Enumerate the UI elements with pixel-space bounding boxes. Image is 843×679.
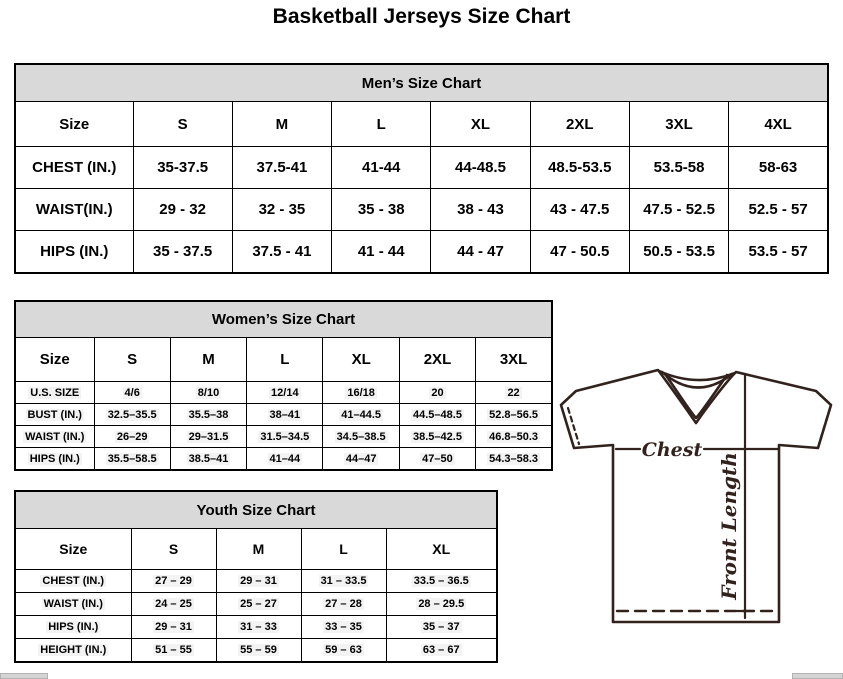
- size-value-text: 44.5–48.5: [413, 408, 462, 421]
- table-row: [15, 382, 552, 404]
- size-value-cell: [431, 147, 530, 189]
- size-value-text: 44–47: [345, 452, 377, 465]
- size-value-cell: [399, 382, 475, 404]
- size-value-cell: [476, 382, 552, 404]
- size-value-text: 53.5-58: [653, 159, 705, 176]
- table-row: [15, 593, 497, 616]
- size-value-text: 4/6: [124, 386, 140, 399]
- row-label: [15, 616, 131, 639]
- column-header: XL: [386, 529, 497, 570]
- size-value-cell: [232, 189, 331, 231]
- column-header: 4XL: [729, 102, 828, 147]
- size-value-text: 41 - 44: [357, 243, 405, 260]
- size-value-cell: [323, 382, 399, 404]
- row-label-text: WAIST (IN.): [43, 598, 103, 610]
- size-value-cell: [399, 426, 475, 448]
- size-value-cell: [301, 570, 386, 593]
- size-value-cell: [729, 189, 828, 231]
- size-value-text: 47 - 50.5: [550, 243, 610, 260]
- size-value-cell: [170, 426, 246, 448]
- size-value-text: 35 - 37.5: [153, 243, 213, 260]
- column-header: Size: [15, 529, 131, 570]
- size-value-text: 52.5 - 57: [748, 201, 808, 218]
- size-value-cell: [729, 147, 828, 189]
- column-header: S: [133, 102, 232, 147]
- size-value-text: 27 – 28: [325, 598, 362, 610]
- size-value-text: 25 – 27: [240, 598, 277, 610]
- row-label-text: U.S. SIZE: [30, 386, 80, 399]
- front-length-label: Front Length: [717, 452, 741, 600]
- size-value-cell: [530, 147, 629, 189]
- row-label: [15, 404, 94, 426]
- row-label: [15, 426, 94, 448]
- row-label-text: HIPS (IN.): [48, 621, 99, 633]
- size-value-cell: [530, 231, 629, 274]
- size-value-text: 59 – 63: [325, 644, 362, 656]
- table-row: [15, 448, 552, 471]
- page-title: Basketball Jerseys Size Chart: [272, 5, 571, 28]
- row-label: [15, 570, 131, 593]
- jersey-measurement-diagram: [555, 360, 843, 662]
- size-value-text: 24 – 25: [155, 598, 192, 610]
- size-value-text: 32.5–35.5: [107, 408, 157, 421]
- size-value-text: 35 - 38: [357, 201, 405, 218]
- size-value-cell: [131, 616, 216, 639]
- row-label-text: WAIST (IN.): [25, 430, 85, 443]
- table-row: [15, 616, 497, 639]
- size-value-text: 27 – 29: [155, 575, 192, 587]
- size-value-text: 31 – 33: [240, 621, 277, 633]
- row-label-text: BUST (IN.): [27, 408, 82, 421]
- row-label: [15, 639, 131, 663]
- size-value-cell: [94, 448, 170, 471]
- size-value-cell: [94, 382, 170, 404]
- size-value-text: 38.5–41: [188, 452, 229, 465]
- size-value-text: 33.5 – 36.5: [413, 575, 469, 587]
- size-value-text: 35.5–38: [188, 408, 229, 421]
- chest-label: Chest: [641, 439, 703, 461]
- column-header: L: [247, 338, 323, 382]
- size-value-cell: [431, 231, 530, 274]
- row-label-text: HEIGHT (IN.): [40, 644, 107, 656]
- size-value-text: 63 – 67: [422, 644, 460, 656]
- column-header: S: [94, 338, 170, 382]
- size-value-text: 29–31.5: [188, 430, 229, 443]
- left-cuff-dashes: [568, 408, 579, 444]
- column-header: M: [232, 102, 331, 147]
- size-value-cell: [301, 593, 386, 616]
- size-value-cell: [247, 382, 323, 404]
- size-value-text: 35-37.5: [157, 159, 209, 176]
- size-value-text: 22: [507, 386, 520, 399]
- size-value-text: 12/14: [271, 386, 299, 399]
- size-value-cell: [399, 404, 475, 426]
- size-value-cell: [94, 404, 170, 426]
- size-value-cell: [301, 639, 386, 663]
- size-value-cell: [247, 448, 323, 471]
- table-title: Youth Size Chart: [15, 491, 497, 529]
- column-header: L: [301, 529, 386, 570]
- row-label: [15, 231, 133, 274]
- size-value-text: 41-44: [362, 159, 401, 176]
- column-header: 2XL: [530, 102, 629, 147]
- size-value-cell: [323, 404, 399, 426]
- size-table: [14, 300, 553, 471]
- size-value-cell: [629, 231, 728, 274]
- size-value-cell: [476, 404, 552, 426]
- size-value-text: 29 – 31: [240, 575, 277, 587]
- size-value-cell: [247, 404, 323, 426]
- jersey-outline-path: [561, 370, 831, 622]
- column-header: Size: [15, 102, 133, 147]
- size-value-text: 26–29: [116, 430, 148, 443]
- size-value-cell: [332, 189, 431, 231]
- table-title: Men’s Size Chart: [15, 64, 828, 102]
- size-value-cell: [332, 231, 431, 274]
- size-value-text: 8/10: [197, 386, 220, 399]
- size-value-cell: [131, 639, 216, 663]
- size-value-text: 47.5 - 52.5: [643, 201, 715, 218]
- size-value-text: 58-63: [758, 159, 798, 176]
- size-value-cell: [323, 448, 399, 471]
- size-value-text: 50.5 - 53.5: [643, 243, 715, 260]
- size-value-text: 38–41: [269, 408, 301, 421]
- size-value-text: 35.5–58.5: [107, 452, 157, 465]
- column-header: XL: [431, 102, 530, 147]
- table-row: [15, 231, 828, 274]
- size-value-cell: [131, 593, 216, 616]
- size-value-text: 29 – 31: [155, 621, 192, 633]
- size-value-text: 33 – 35: [325, 621, 362, 633]
- table-row: [15, 639, 497, 663]
- column-header: 2XL: [399, 338, 475, 382]
- row-label: [15, 189, 133, 231]
- size-value-text: 37.5 - 41: [252, 243, 312, 260]
- size-value-cell: [170, 448, 246, 471]
- size-value-cell: [629, 189, 728, 231]
- table-row: [15, 570, 497, 593]
- right-cuff-dashes: [819, 408, 830, 444]
- size-value-cell: [629, 147, 728, 189]
- column-header: 3XL: [476, 338, 552, 382]
- column-header: XL: [323, 338, 399, 382]
- mens-size-table: [14, 63, 829, 274]
- size-table: [14, 490, 498, 663]
- size-value-text: 35 – 37: [422, 621, 460, 633]
- size-value-text: 29 - 32: [159, 201, 206, 218]
- size-value-cell: [232, 147, 331, 189]
- table-row: [15, 404, 552, 426]
- size-table: [14, 63, 829, 274]
- column-header: 3XL: [629, 102, 728, 147]
- size-value-cell: [133, 147, 232, 189]
- size-value-text: 28 – 29.5: [418, 598, 465, 610]
- size-value-cell: [476, 448, 552, 471]
- size-value-text: 34.5–38.5: [336, 430, 386, 443]
- size-value-text: 38 - 43: [457, 201, 504, 218]
- size-value-cell: [431, 189, 530, 231]
- table-row: [15, 147, 828, 189]
- size-value-text: 16/18: [347, 386, 375, 399]
- size-value-text: 55 – 59: [240, 644, 277, 656]
- size-value-cell: [216, 639, 301, 663]
- size-value-cell: [170, 404, 246, 426]
- row-label-text: HIPS (IN.): [29, 452, 80, 465]
- row-label-text: HIPS (IN.): [40, 243, 109, 260]
- size-value-cell: [133, 231, 232, 274]
- size-value-text: 48.5-53.5: [548, 159, 612, 176]
- size-value-cell: [94, 426, 170, 448]
- table-row: [15, 189, 828, 231]
- size-value-text: 47–50: [422, 452, 453, 465]
- row-label: [15, 448, 94, 471]
- size-value-cell: [530, 189, 629, 231]
- size-value-cell: [216, 616, 301, 639]
- row-label-text: CHEST (IN.): [42, 575, 105, 587]
- size-value-text: 31.5–34.5: [260, 430, 310, 443]
- size-value-cell: [170, 382, 246, 404]
- size-value-text: 38.5–42.5: [413, 430, 462, 443]
- column-header: L: [332, 102, 431, 147]
- row-label: [15, 147, 133, 189]
- youth-size-table: [14, 490, 498, 663]
- size-value-text: 54.3–58.3: [489, 452, 539, 465]
- size-value-text: 41–44: [269, 452, 301, 465]
- size-value-text: 20: [431, 386, 444, 399]
- row-label-text: CHEST (IN.): [32, 159, 117, 176]
- scrollbar-fragment-left[interactable]: [0, 673, 48, 679]
- row-label: [15, 382, 94, 404]
- size-value-cell: [133, 189, 232, 231]
- size-value-cell: [247, 426, 323, 448]
- size-value-text: 43 - 47.5: [550, 201, 610, 218]
- size-value-text: 32 - 35: [258, 201, 306, 218]
- table-title: Women’s Size Chart: [15, 301, 552, 338]
- size-value-cell: [232, 231, 331, 274]
- size-value-cell: [386, 639, 497, 663]
- size-value-text: 53.5 - 57: [748, 243, 808, 260]
- size-value-text: 52.8–56.5: [489, 408, 539, 421]
- size-value-cell: [476, 426, 552, 448]
- row-label: [15, 593, 131, 616]
- table-row: [15, 426, 552, 448]
- size-value-text: 44-48.5: [455, 159, 506, 176]
- womens-size-table: [14, 300, 553, 471]
- column-header: M: [170, 338, 246, 382]
- column-header: M: [216, 529, 301, 570]
- size-value-cell: [216, 570, 301, 593]
- column-header: Size: [15, 338, 94, 382]
- size-value-cell: [216, 593, 301, 616]
- size-value-cell: [301, 616, 386, 639]
- size-value-text: 44 - 47: [457, 243, 504, 260]
- size-value-text: 46.8–50.3: [489, 430, 539, 443]
- row-label-text: WAIST(IN.): [35, 201, 113, 218]
- size-value-cell: [386, 593, 497, 616]
- size-value-text: 37.5-41: [256, 159, 308, 176]
- size-value-text: 31 – 33.5: [320, 575, 367, 587]
- size-value-cell: [332, 147, 431, 189]
- size-value-cell: [386, 570, 497, 593]
- size-value-cell: [729, 231, 828, 274]
- size-value-cell: [399, 448, 475, 471]
- size-value-cell: [131, 570, 216, 593]
- size-value-text: 51 – 55: [155, 644, 192, 656]
- column-header: S: [131, 529, 216, 570]
- size-value-cell: [386, 616, 497, 639]
- size-value-text: 41–44.5: [341, 408, 382, 421]
- scrollbar-fragment-right[interactable]: [792, 673, 843, 679]
- size-value-cell: [323, 426, 399, 448]
